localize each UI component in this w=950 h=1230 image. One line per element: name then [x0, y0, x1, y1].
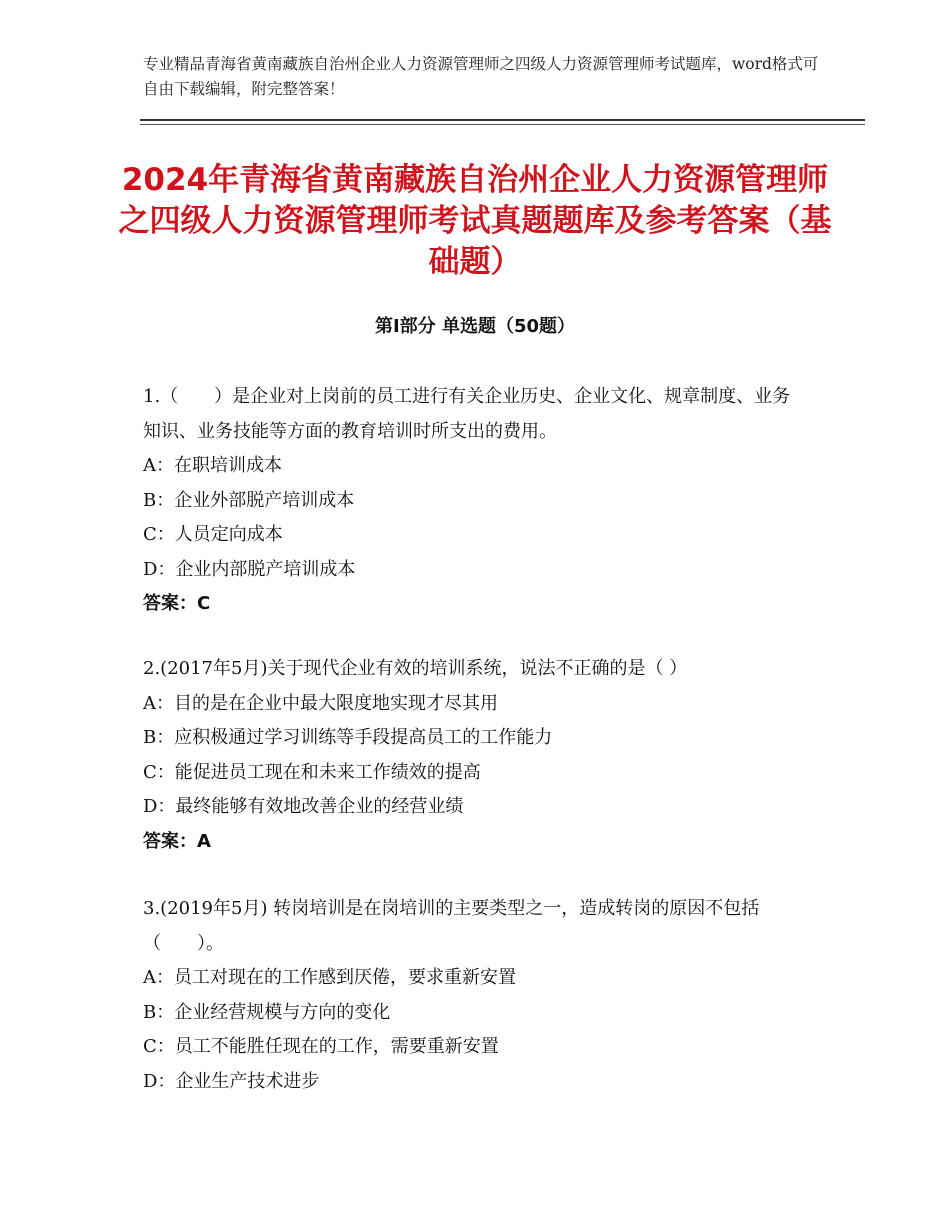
- option-b: B：企业外部脱产培训成本: [143, 489, 355, 511]
- option-d: D：企业内部脱产培训成本: [143, 558, 356, 580]
- option-d: D：企业生产技术进步: [143, 1070, 320, 1092]
- option-a: A：目的是在企业中最大限度地实现才尽其用: [143, 692, 498, 714]
- answer: 答案：A: [143, 830, 211, 852]
- question-stem: 3.(2019年5月) 转岗培训是在岗培训的主要类型之一，造成转岗的原因不包括（ ）。: [143, 898, 760, 954]
- document-title: 2024年青海省黄南藏族自治州企业人力资源管理师之四级人力资源管理师考试真题题库及参考答案（基础题）: [118, 162, 832, 280]
- section-title: 第Ⅰ部分 单选题（50题）: [374, 316, 575, 337]
- question-2: [143, 652, 803, 859]
- question-1: [143, 380, 803, 622]
- question-3: [143, 892, 803, 1099]
- option-b: B：应积极通过学习训练等手段提高员工的工作能力: [143, 727, 553, 748]
- header-divider-thick: [140, 119, 865, 121]
- header-note: 专业精品青海省黄南藏族自治州企业人力资源管理师之四级人力资源管理师考试题库，word格式可自由下载编辑，附完整答案！: [143, 55, 819, 98]
- option-c: C：人员定向成本: [143, 524, 283, 545]
- question-stem: 2.(2017年5月)关于现代企业有效的培训系统，说法不正确的是（ ）: [143, 658, 688, 679]
- option-d: D：最终能够有效地改善企业的经营业绩: [143, 796, 464, 817]
- option-b: B：企业经营规模与方向的变化: [143, 1001, 391, 1023]
- option-c: C：员工不能胜任现在的工作，需要重新安置: [143, 1036, 499, 1057]
- option-a: A：在职培训成本: [143, 455, 282, 476]
- option-c: C：能促进员工现在和未来工作绩效的提高: [143, 761, 481, 783]
- header-divider-thin: [140, 124, 865, 125]
- answer: 答案：C: [143, 593, 211, 614]
- question-stem: 1.（ ）是企业对上岗前的员工进行有关企业历史、企业文化、规章制度、业务知识、业务技能等方面的教育培训时所支出的费用。: [143, 386, 791, 442]
- option-a: A：员工对现在的工作感到厌倦，要求重新安置: [143, 967, 516, 988]
